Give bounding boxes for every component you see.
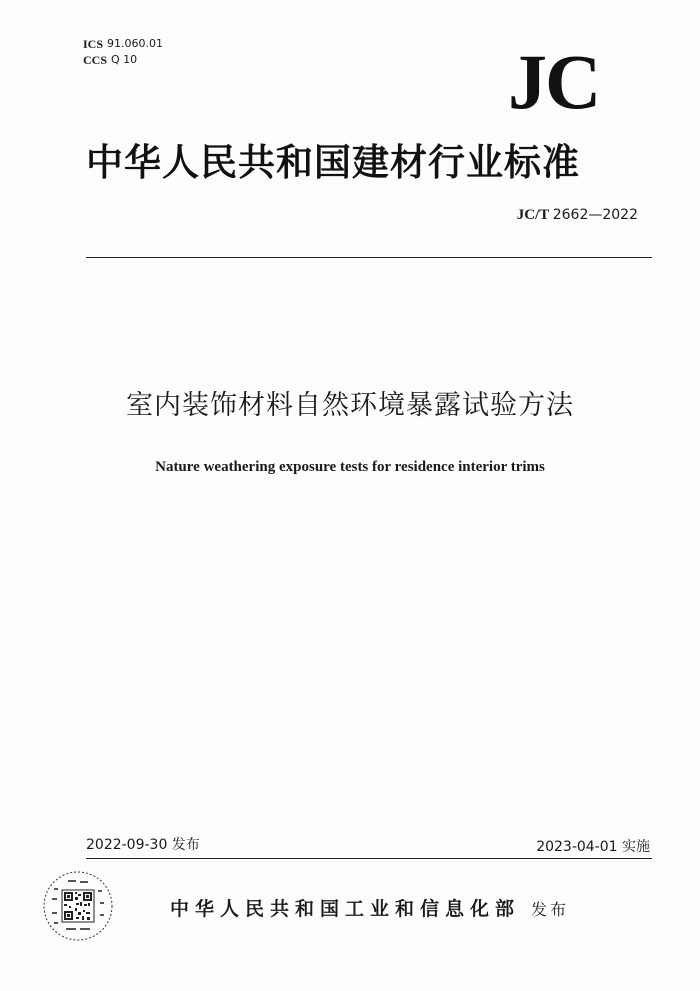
ccs-label: CCS [83,53,108,67]
industry-standard-title: 中华人民共和国建材行业标准 [86,140,580,184]
issue-label: 发布 [531,900,570,919]
ccs-value: Q 10 [111,53,138,66]
bottom-divider [86,858,652,859]
standard-number-value: 2662—2022 [552,207,638,223]
classification-codes [83,36,163,68]
ccs-code [83,52,163,68]
issuing-authority: 中华人民共和国工业和信息化部 [170,898,521,920]
implementation-date: 2023-04-01 实施 [536,839,650,855]
release-date: 2022-09-30 发布 [86,837,200,853]
ics-label: ICS [83,37,104,51]
qr-code-seal-icon [40,868,116,944]
jc-logo: JC [508,38,600,125]
document-title-english: Nature weathering exposure tests for residence interior trims [155,459,545,475]
standard-number-prefix: JC/T [516,207,549,223]
document-title-chinese: 室内装饰材料自然环境暴露试验方法 [126,390,574,421]
top-divider [86,257,652,258]
standard-number [517,205,638,225]
ics-value: 91.060.01 [107,37,163,50]
ics-code [83,36,163,52]
